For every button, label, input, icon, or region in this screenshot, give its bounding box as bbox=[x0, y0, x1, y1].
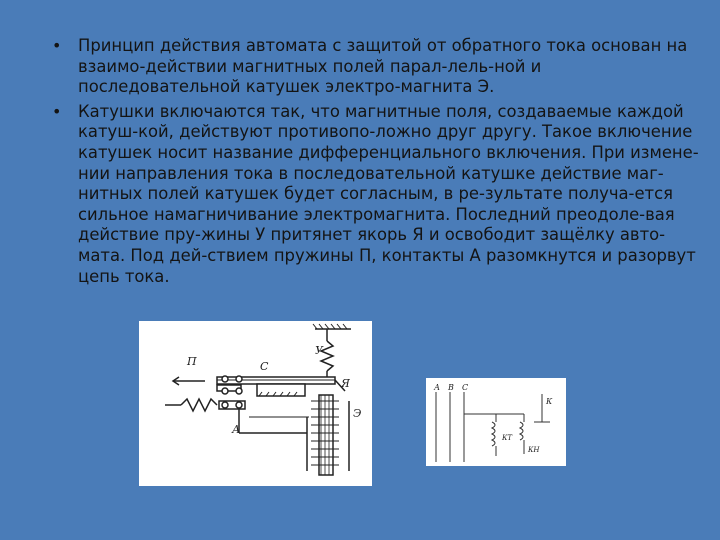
label-k: К bbox=[546, 397, 553, 406]
coil-wiring-diagram bbox=[426, 378, 566, 466]
label-b: В bbox=[448, 383, 454, 392]
bullet-dot-icon: • bbox=[52, 36, 62, 55]
label-armature: Я bbox=[341, 377, 350, 390]
bullet-text: Катушки включаются так, что магнитные поля, создаваемые каждой катуш-кой, действуют противопо-ложно друг другу. Такое включение катушек носит название дифференциального включения. При измене-нии направления тока в последовательной катушке действие маг-нитных полей катушек будет согласным, в ре-зультате получа-ется сильное намагничивание электромагнита. Последний преодоле-вая действие пру-жины У притянет якорь Я и освободит защёлку авто-мата. Под дей-ствием пружины П, контакты А разомкнутся и разорвут цепь тока. bbox=[78, 101, 699, 286]
bullet-item bbox=[50, 36, 700, 98]
label-a: А bbox=[434, 383, 441, 392]
bullet-dot-icon: • bbox=[52, 101, 62, 121]
label-kn: КН bbox=[528, 446, 540, 454]
label-spring-p: П bbox=[187, 355, 197, 368]
label-magnet: Э bbox=[353, 407, 362, 420]
bullet-item bbox=[50, 102, 700, 287]
bullet-list bbox=[50, 36, 700, 291]
label-kt: КТ bbox=[502, 434, 513, 442]
breaker-mechanism-diagram bbox=[139, 321, 372, 486]
label-spring-u: У bbox=[315, 344, 323, 357]
bullet-text: Принцип действия автомата с защитой от обратного тока основан на взаимо-действии магнитных полей парал-лель-ной и последовательной катушек электро-магнита Э. bbox=[78, 36, 688, 97]
label-contacts: А bbox=[232, 423, 241, 436]
label-c: С bbox=[462, 383, 469, 392]
label-latch-c: С bbox=[260, 360, 269, 373]
